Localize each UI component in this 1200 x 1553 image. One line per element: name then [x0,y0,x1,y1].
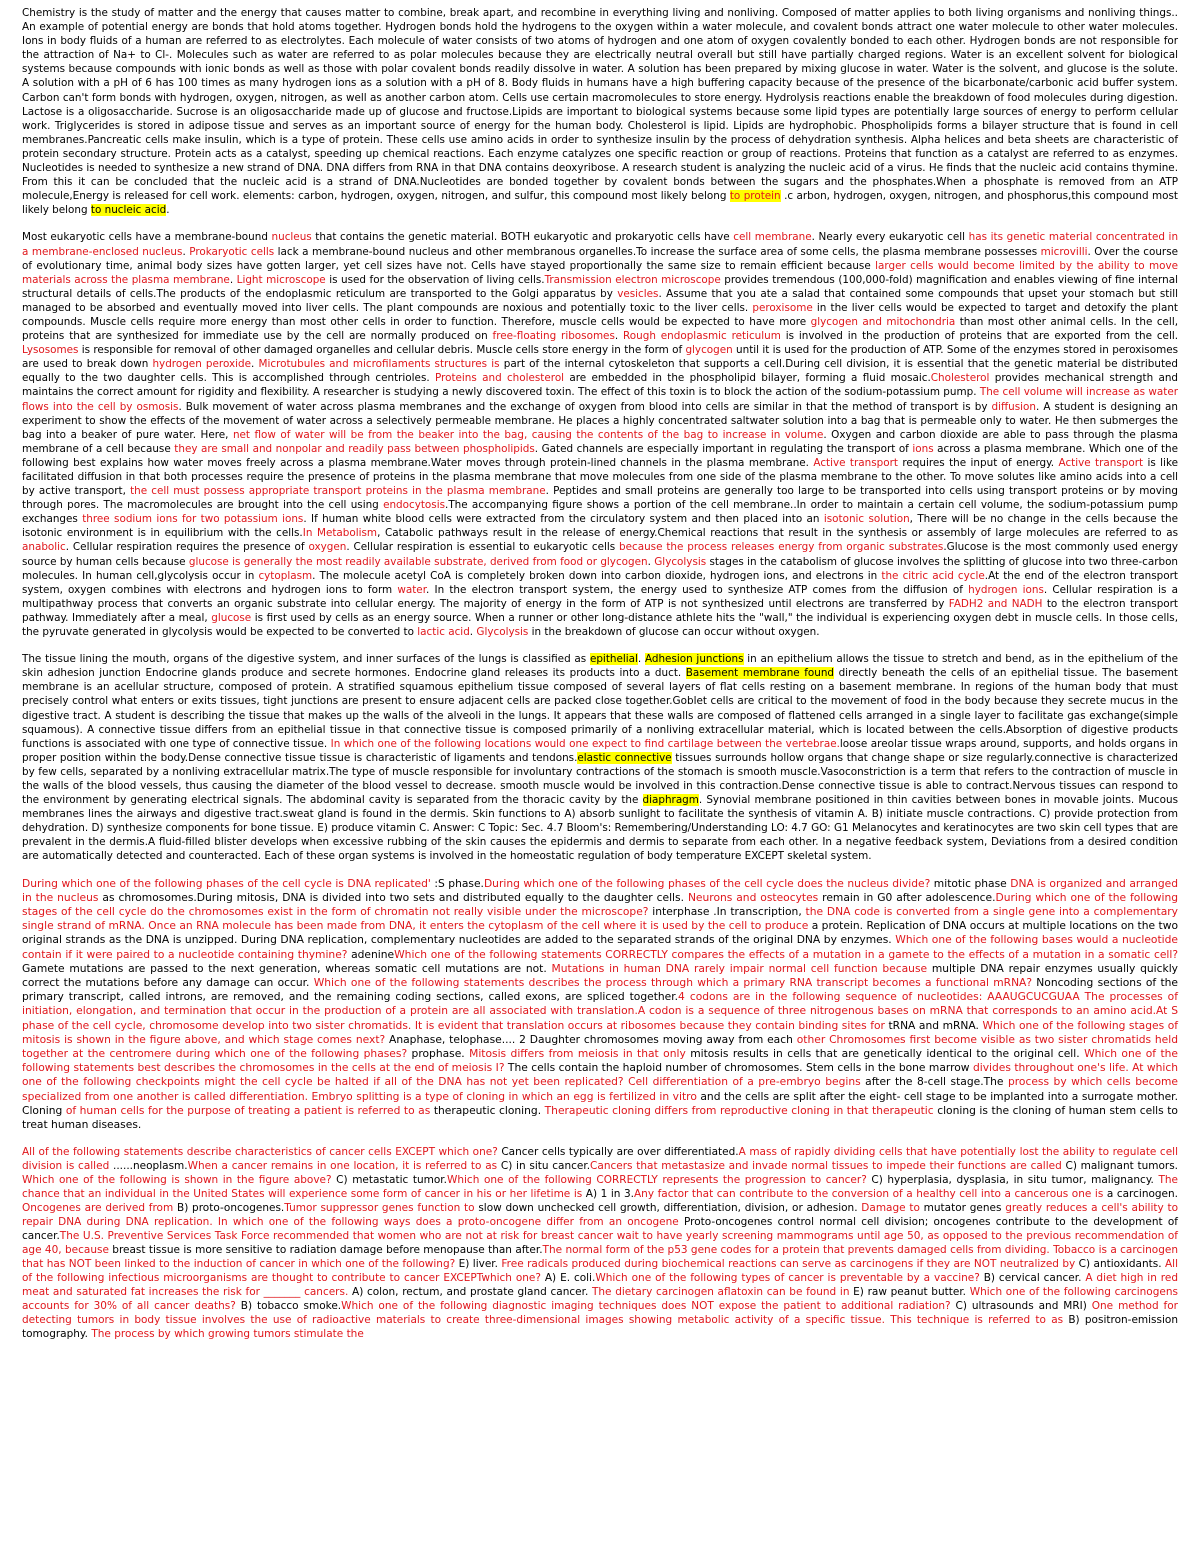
red-text-segment: Which one of the following statements describes the process through which a primary RNA transcript becomes a functional mRNA? [313,975,1033,989]
text-segment: in an epithelium allows the tissue to stretch and bend, as in the epithelium of the skin adhesion junction Endocrine glands produce and secrete hormones. Endocrine gland releases its products into a duct. [22,653,1178,680]
text-segment: . Bulk movement of water across plasma membranes and the exchange of oxygen from blood into cells are similar in that the method of transport is by [178,400,992,413]
text-segment: across a plasma membrane. Which one of the following best explains how water moves freely across a plasma membrane.Water moves through protein-lined channels in the plasma membrane. [22,442,1178,469]
red-text-segment: Which one of the following stages of mitosis is shown in the figure above, and which stage comes next? [22,1018,1178,1046]
red-text-segment: A diet high in red meat and saturated fat increases the risk for _______ cancers. [22,1272,1178,1299]
red-text-segment: Which one of the following carcinogens accounts for 30% of all cancer deaths? [22,1286,1178,1313]
text-segment: . [637,653,645,666]
text-segment: is first used by cells as an energy source. When a runner or other long-distance athlete hits the "wall," the individual is experiencing oxygen debt in muscle cells. In those cells, the pyruvate generated in glycolysis would be expected to be converted to [22,611,1178,639]
red-text-segment: hydrogen ions [968,583,1044,596]
red-text-segment: In which one of the following locations would one expect to find cartilage between the vertebrae. [330,737,840,750]
text-segment: therapeutic cloning. [430,1103,545,1117]
text-segment: tRNA and mRNA. [884,1018,983,1032]
text-segment: ......neoplasm. [112,1160,188,1173]
red-text-segment: three sodium ions for two potassium ions [82,513,304,526]
red-text-segment: the cell must possess appropriate transport proteins in the plasma membrane [130,485,546,498]
text-segment: provides mechanical strength and maintains the correct amount for rigidity and flexibility. A researcher is studying a newly discovered toxin. The effect of this toxin is to block the action of the sodium-potassium pump. [22,372,1179,399]
text-segment: . [614,330,624,343]
red-text-segment: Which one of the following bases would a nucleotide contain if it were paired to a nucleotide containing thymine? [22,933,1178,961]
red-text-segment: Transmission electron microscope [544,273,721,286]
red-text-segment: The chance that an individual in the United States will experience some form of cancer in his or her lifetime is [22,1174,1178,1201]
cell-biology-paragraph [22,230,1178,639]
red-text-segment: When a cancer remains in one location, it is referred to as [187,1160,498,1173]
text-segment: :S phase. [434,876,484,890]
red-text-segment: A mass of rapidly dividing cells that have potentially lost the ability to regulate cell division is called [22,1146,1178,1173]
red-text-segment: Microtubules and microfilaments structures is [258,358,500,371]
text-segment: mitosis results in cells that are genetically identical to the original cell. [685,1046,1085,1060]
red-text-segment: Light microscope [236,273,326,286]
text-segment: . In the electron transport system, the energy used to synthesize ATP comes from the diffusion of [426,583,969,596]
red-text-segment: divides throughout one's life. At which one of the following checkpoints might the cell cycle be halted if all of the DNA has not yet been replicated? [22,1061,1178,1089]
text-segment: directly beneath the cells of an epithelial tissue. The basement membrane is an acellular structure, composed of protein. A stratified squamous epithelium tissue composed of several layers of flat cells resting on a basement membrane. In regions of the human body that must precisely control what enters or exits tissues, tight junctions are present to ensure adjacent cells are packed close together.Goblet cells are critical to the movement of food in the body because they secrete mucus in the digestive tract. A student is describing the tissue that makes up the walls of the alveoli in the lungs. It appears that these walls are composed of flattened cells arranged in a single layer to facilitate gas exchange(simple squamous). A connective tissue differs from an epithelial tissue in that connective tissue is composed primarily of a nonliving extracellular material, which is located between the cells.Absorption of digestive products functions is associated with one type of connective tissue. [22,667,1178,750]
red-text-segment: Mitosis differs from meiosis in that only [469,1046,686,1060]
red-text-segment: Glycolysis [476,626,529,639]
text-segment: C) ultrasounds and MRI) [955,1300,1092,1313]
red-text-segment: Active transport [1058,456,1144,469]
red-text-segment: Active transport [813,456,898,469]
text-segment: . Cellular respiration is a multipathway process that converts an organic substrate into cellular energy. The majority of energy in the form of ATP is not synthesized until electrons are transferred by [22,583,1178,610]
red-text-segment: because the process releases energy from organic substrates [619,541,944,554]
red-text-segment: Which one of the following is shown in the figure above? [22,1174,332,1187]
red-text-segment: Therapeutic cloning differs from reproductive cloning in that therapeutic [544,1103,934,1117]
text-segment: remain in G0 after adolescence. [818,890,996,904]
red-text-segment: ions [912,442,934,455]
text-segment: loose areolar tissue wraps around, supports, and holds organs in proper position within the body.Dense connective tissue tissue is characteristic of ligaments and tendons. [22,737,1178,764]
text-segment: as chromosomes.During mitosis, DNA is divided into two sets and distributed equally to the daughter cells. [98,890,688,904]
text-segment: Most eukaryotic cells have a membrane-bound [22,231,272,244]
text-segment: a carcinogen. [1106,1188,1179,1201]
text-segment: breast tissue is more sensitive to radiation damage before menopause than after. [108,1244,543,1257]
red-text-segment: Lysosomes [22,344,79,357]
text-segment: . The molecule acetyl CoA is completely broken down into carbon dioxide, hydrogen ions, and electrons in [312,569,882,582]
text-segment: Noncoding sections of the primary transcript, called introns, are removed, and the remaining coding sections, called exons, are spliced together. [22,975,1178,1004]
red-text-segment: has its genetic material concentrated in a membrane-enclosed nucleus [22,231,1179,258]
text-segment: slow down unchecked cell growth, differentiation, division, or adhesion. [474,1202,862,1215]
red-text-segment: cytoplasm [258,569,313,582]
tissues-paragraph [22,652,1178,863]
text-segment: Chemistry is the study of matter and the energy that causes matter to combine, break apart, and recombine in everything living and nonliving. Composed of matter applies to both living organisms and nonliving things.. An example of potential energy are bonds that hold atoms together. Hydrogen bonds hold the hydrogens to the oxygen within a water molecule, and covalent bonds attract one water molecule to other water molecules. Ions in body fluids of a human are referred to as electrolytes. Each molecule of water consists of two atoms of hydrogen and one atom of oxygen covalently bonded to each other. Hydrogen bonds are not responsible for the attraction of Na+ to Cl-. Molecules such as water are referred to as polar molecules because they are electrically neutral overall but still have partially charged regions. Water is an excellent solvent for biological systems because compounds with ionic bonds as well as those with polar covalent bonds readily dissolve in water. A solution has been prepared by mixing glucose in water. Water is the solvent, and glucose is the solute. A solution with a pH of 6 has 100 times as many hydrogen ions as a solution with a pH of 8. Body fluids in humans have a high buffering capacity because of the presence of the bicarbonate/carbonic acid buffer system. Carbon can't form bonds with hydrogen, oxygen, nitrogen, as well as another carbon atom. Cells use certain macromolecules to store energy. Hydrolysis reactions enable the breakdown of food molecules during digestion. Lactose is a oligosaccharide. Sucrose is an oligosaccharide made up of glucose and fructose.Lipids are important to biological systems because some lipid types are potentially large sources of energy to perform cellular work. Triglycerides is stored in adipose tissue and serves as an important source of energy for the human body. Cholesterol is lipid. Lipids are hydrophobic. Phospholipids forms a bilayer structure that is found in cell membranes.Pancreatic cells make insulin, which is a type of protein. These cells use amino acids in order to synthesize insulin by the process of dehydration synthesis. Alpha helices and beta sheets are characteristic of protein secondary structure. Protein acts as a catalyst, speeding up chemical reactions. Each enzyme catalyzes one specific reaction or group of reactions. Proteins that function as a catalyst are referred to as enzymes. Nucleotides is needed to synthesize a new strand of DNA. DNA differs from RNA in that DNA contains deoxyribose. A research student is analyzing the nucleic acid of a virus. He finds that the nucleic acid contains thymine. From this it can be concluded that the nucleic acid is a strand of DNA.Nucleotides are bonded together by covalent bonds between the sugars and the phosphates.When a phosphate is removed from an ATP molecule,Energy is released for cell work. elements: carbon, hydrogen, oxygen, nitrogen, and sulfur, this compound most likely belong [22,7,1178,203]
text-segment: A) 1 in 3. [582,1188,634,1201]
text-segment: . [182,245,190,258]
text-segment: .The accompanying figure shows a portion of the cell membrane..In order to maintain a certain cell volume, the sodium-potassium pump exchanges [22,499,1178,526]
text-segment: E) raw peanut butter. [853,1286,970,1299]
text-segment: . Peptides and small proteins are generally too large to be transported into cells using transport proteins or by moving through pores. The macromolecules are brought into the cell using [22,485,1178,512]
red-text-segment: During which one of the following phases of the cell cycle does the nucleus divide? [483,876,931,890]
highlighted-text-segment: epithelial [589,653,638,666]
red-text-segment: larger cells would become limited by the ability to move materials across the plasma membrane [22,259,1178,286]
red-text-segment: During which one of the following stages of the cell cycle do the chromosomes exist in the form of chromatin not really visible under the microscope? [22,890,1179,918]
highlighted-text-segment: elastic connective [577,751,672,764]
red-text-segment: The U.S. Preventive Services Task Force recommended that women who are not at risk for breast cancer wait to have yearly screening mammograms until age 50, as opposed to the previous recommendation of age 40, because [22,1230,1178,1257]
red-text-segment: Which one of the following types of cancer is preventable by a vaccine? [595,1272,980,1285]
text-segment: E) liver. [455,1258,502,1271]
red-text-segment: peroxisome [752,301,813,314]
text-segment: . If human white blood cells were extracted from the circulatory system and then placed into an [303,513,824,526]
text-segment: is used for the observation of living cells. [325,273,545,286]
text-segment: than most other animal cells. In the cell, proteins that are synthesized for immediate use by the cell are normally produced on [22,315,1179,343]
red-text-segment: they are small and nonpolar and readily pass between phospholipids [174,442,535,455]
text-segment: is responsible for removal of other damaged organelles and cellular debris. Muscle cells store energy in the form of [78,344,686,357]
text-segment: Proto-oncogenes control normal cell division; oncogenes contribute to the development of cancer. [22,1216,1178,1243]
text-segment: adenine [347,947,395,961]
red-text-segment: The process by which growing tumors stimulate the [91,1328,364,1341]
red-text-segment: greatly reduces a cell's ability to repair DNA during DNA replication. In which one of the following ways does a proto-oncogene differ from an oncogene [22,1202,1179,1229]
text-segment: lack a membrane-bound nucleus and other membranous organelles.To increase the surface area of some cells, the plasma membrane possesses [274,245,1041,258]
red-text-segment: Proteins and cholesterol [434,372,565,385]
red-text-segment: Free radicals produced during biochemical reactions can serve as carcinogens if they are NOT neutralized by [501,1258,1076,1271]
highlighted-text-segment: to protein [729,190,781,203]
text-segment: in the breakdown of glucose can occur without oxygen. [528,626,820,639]
text-segment: is like facilitated diffusion in that both processes require the presence of proteins in the plasma membrane that move molecules from one side of the plasma membrane to the other. To move solutes like amino acids into a cell by active transport, [22,456,1178,498]
text-segment: to the electron transport pathway. Immediately after a meal, [22,597,1178,624]
red-text-segment: DNA is organized and arranged in the nucleus [22,876,1178,904]
red-text-segment: diffusion [991,400,1036,413]
text-segment: . [229,273,237,286]
text-segment: mutator genes [919,1202,1006,1215]
red-text-segment: Rough endoplasmic reticulum [623,330,781,343]
text-segment: . Nearly every eukaryotic cell [811,231,969,244]
red-text-segment: hydrogen peroxide [152,358,252,371]
red-text-segment: microvilli [1040,245,1088,258]
text-segment: provides tremendous (100,000-fold) magnification and enables viewing of fine internal structural details of cells.The products of the endoplasmic reticulum are transported to the Golgi apparatus by [22,273,1178,300]
text-segment: prophase. [407,1046,470,1060]
highlighted-text-segment: to nucleic acid [90,204,167,217]
red-text-segment: free-floating ribosomes [492,330,615,343]
red-text-segment: Prokaryotic cells [189,245,275,258]
red-text-segment: glucose is generally the most readily available substrate, derived from food or glycogen [188,555,648,568]
text-segment: multiple DNA repair enzymes usually quickly correct the mutations before any damage can occur. [22,961,1178,989]
highlighted-text-segment: Basement membrane found [685,667,835,680]
text-segment: . Gated channels are especially important in regulating the transport of [534,442,913,455]
red-text-segment: Mutations in human DNA rarely impair normal cell function because [551,961,928,975]
text-segment: C) metastatic tumor. [331,1174,447,1187]
text-segment: interphase .In transcription, [648,904,806,918]
red-text-segment: Oncogenes are derived from [22,1202,177,1215]
text-segment: The tissue lining the mouth, organs of the digestive system, and inner surfaces of the lungs is classified as [22,653,590,666]
red-text-segment: the DNA code is converted from a single gene into a complementary single strand of mRNA. Once an RNA molecule has been made from DNA, it enters the cytoplasm of the cell where it is used by the cell to produce [22,904,1178,933]
text-segment: part of the internal cytoskeleton that supports a cell.During cell division, it is essential that the genetic material be distributed equally to the two daughter cells. This is accomplished through centrioles. [22,358,1179,385]
red-text-segment: The normal form of the p53 gene codes for a protein that prevents damaged cells from dividing. Tobacco is a carcinogen that has NOT been linked to the induction of cancer in which one of the following? [22,1244,1178,1271]
text-segment: .At the end of the electron transport system, oxygen combines with electrons and hydrogen ions to form [22,569,1178,596]
text-segment: a protein. Replication of DNA occurs at multiple locations on the two original strands as the DNA is unzipped. During DNA replication, complementary nucleotides are added to the separated strands of the original DNA by enzymes. [22,919,1178,947]
red-text-segment: lactic acid [417,626,470,639]
text-segment: C) malignant tumors. [1061,1160,1179,1173]
text-segment: requires the input of energy. [897,456,1059,469]
text-segment: B) positron-emission tomography. [22,1314,1178,1341]
text-segment: after the 8-cell stage.The [860,1075,1008,1089]
red-text-segment: Glycolysis [654,555,707,568]
text-segment: . Over the course of evolutionary time, animal body sizes have gotten larger, yet cell sizes have not. Cells have stayed proportionally the same size to remain efficient because [22,245,1179,272]
text-segment: cloning is the cloning of human stem cells to treat human diseases. [22,1103,1178,1131]
red-text-segment: water [397,583,427,596]
text-segment: B) tobacco smoke. [235,1300,342,1313]
text-segment: The cells contain the haploid number of chromosomes. Stem cells in the bone marrow [504,1061,973,1075]
red-text-segment: One method for detecting tumors in body tissue involves the use of radioactive materials to create three-dimensional images showing metabolic activity of a specific tissue. This technique is referred to as [22,1300,1178,1327]
text-segment: stages in the catabolism of glucose involves the splitting of glucose into two three-carbon molecules. In human cell,glycolysis occur in [22,555,1179,582]
red-text-segment: All of the following infectious microorganisms are thought to contribute to cancer EXCEPTwhich one? [22,1258,1179,1285]
text-segment: B) proto-oncogenes. [176,1202,285,1215]
text-segment: and the cells are split after the eight- cell stage to be implanted into a surrogate mother. Cloning [22,1089,1178,1117]
cancer-paragraph [22,1145,1178,1341]
text-segment: that contains the genetic material. BOTH eukaryotic and prokaryotic cells have [311,231,734,244]
red-text-segment: Any factor that can contribute to the conversion of a healthy cell into a cancerous one is [633,1188,1107,1201]
red-text-segment: the citric acid cycle [881,569,985,582]
red-text-segment: Damage to [861,1202,920,1215]
text-segment: B) cervical cancer. [979,1272,1086,1285]
chemistry-paragraph [22,6,1178,217]
text-segment: , Catabolic pathways result in the release of energy.Chemical reactions that result in the synthesis or assembly of large molecules are referred to as [377,527,1179,540]
text-segment: C) hyperplasia, dysplasia, in situ tumor, malignancy. [866,1174,1159,1187]
text-segment: tissues surrounds hollow organs that change shape or size regularly.connective is characterized by few cells, separated by a nonliving extracellular matrix.The type of muscle responsible for involuntary contractions of the stomach is smooth muscle.Vasoconstriction is a term that refers to the contraction of muscle in the walls of the blood vessels, thus causing the diameter of the blood vessel to decrease. smooth muscle would be involved in this contraction.Dense connective tissue is able to contract.Nervous tissues can respond to the environment by generating electrical signals. The abdominal cavity is separated from the thoracic cavity by the [22,751,1179,807]
red-text-segment: Cell differentiation of a pre-embryo begins [628,1075,861,1089]
red-text-segment: oxygen [308,541,347,554]
text-segment: , There will be no change in the cells because the isotonic environment is in equilibrium with the cells. [22,513,1178,540]
text-segment: . Cellular respiration requires the presence of [65,541,309,554]
text-segment: Gamete mutations are passed to the next generation, whereas somatic cell mutations are not. [22,961,552,975]
text-segment: . Cellular respiration is essential to eukaryotic cells [346,541,620,554]
text-segment: Cancer cells typically are over differentiated. [497,1146,739,1159]
cell-cycle-paragraph [22,877,1178,1133]
text-segment: . [469,626,477,639]
text-segment: until it is used for the production of ATP. Some of the enzymes stored in peroxisomes are used to break down [22,344,1178,371]
red-text-segment: Cancers that metastasize and invade normal tissues to impede their functions are called [590,1160,1062,1173]
red-text-segment: Neurons and osteocytes [687,890,819,904]
red-text-segment: vesicles [617,287,659,300]
red-text-segment: The dietary carcinogen aflatoxin can be found in [591,1286,854,1299]
red-text-segment: glucose [211,611,252,624]
red-text-segment: net flow of water will be from the beaker into the bag, causing the contents of the bag to increase in volume [232,428,824,441]
red-text-segment: During which one of the following phases of the cell cycle is DNA replicated' [22,876,435,890]
highlighted-text-segment: Adhesion junctions [644,653,744,666]
red-text-segment: Cholesterol [930,372,990,385]
text-segment: Anaphase, telophase.... 2 Daughter chromosomes moving away from each [385,1032,797,1046]
text-segment: .Glucose is the most commonly used energy source by human cells because [22,541,1179,568]
red-text-segment: anabolic [22,541,66,554]
red-text-segment: All of the following statements describe characteristics of cancer cells EXCEPT which one? [22,1146,498,1159]
text-segment: are embedded in the phospholipid bilayer, forming a fluid mosaic. [564,372,931,385]
red-text-segment: Which one of the following statements CORRECTLY compares the effects of a mutation in a gamete to the effects of a mutation in a somatic cell? [394,947,1179,961]
red-text-segment: Which one of the following statements best describes the chromosomes in the cells at the end of meiosis I? [22,1046,1178,1075]
text-segment: A) E. coli. [540,1272,596,1285]
red-text-segment: nucleus [271,231,312,244]
text-segment: is involved in the production of proteins that are exported from the cell. [780,330,1179,343]
text-segment: C) antioxidants. [1075,1258,1165,1271]
highlighted-text-segment: diaphragm [642,794,699,807]
red-text-segment: of human cells for the purpose of treating a patient is referred to as [65,1103,431,1117]
text-segment: . [251,358,259,371]
text-segment: C) in situ cancer. [497,1160,591,1173]
text-segment: in the liver cells would be expected to target and detoxify the plant compounds. Muscle cells require more energy than most other cells in order to function. Therefore, muscle cells would be expected to have more [22,301,1178,328]
red-text-segment: The cell volume will increase as water flows into the cell by osmosis [22,386,1178,413]
text-segment: . [647,555,655,568]
red-text-segment: process by which cells become specialized from one another is called differentiation. Embryo splitting is a type of cloning in which an egg is fertilized in vitro [22,1075,1178,1103]
red-text-segment: 4 codons are in the following sequence of nucleotides: AAAUGCUCGUAA The processes of initiation, elongation, and termination that occur in the production of a protein are all associated with translation.A codon is a sequence of three nitrogenous bases on mRNA that corresponds to an amino acid.At S phase of the cell cycle, chromosome develop into two sister chromatids. It is evident that translation occurs at ribosomes because they contain binding sites for [22,990,1178,1032]
red-text-segment: Which one of the following diagnostic imaging techniques does NOT expose the patient to additional radiation? [341,1300,956,1313]
red-text-segment: isotonic solution [823,513,910,526]
text-segment: mitotic phase [930,876,1011,890]
red-text-segment: other Chromosomes first become visible as two sister chromatids held together at the centromere during which one of the following phases? [22,1032,1178,1060]
text-segment: .c arbon, hydrogen, oxygen, nitrogen, and phosphorus,this compound most likely belong [22,190,1178,217]
text-segment: A) colon, rectum, and prostate gland cancer. [348,1286,592,1299]
red-text-segment: FADH2 and NADH [948,597,1043,610]
text-segment: . A student is designing an experiment to show the effects of the movement of water across a selectively permeable membrane. He places a highly concentrated saltwater solution into a bag that is permeable only to water. He then submerges the bag into a beaker of pure water. Here, [22,400,1179,441]
red-text-segment: glycogen [685,344,733,357]
text-segment: . Assume that you ate a salad that contained some compounds that upset your stomach but still managed to be absorbed and eventually moved into liver cells. The plant compounds are noxious and potentially toxic to the liver cells. [22,287,1178,314]
red-text-segment: endocytosis [383,499,446,512]
red-text-segment: glycogen and mitochondria [810,315,956,328]
text-segment: . Synovial membrane positioned in thin cavities between bones in movable joints. Mucous membranes lines the airways and digestive tract.sweat gland is found in the dermis. Skin functions to A) absorb sunlight to facilitate the synthesis of vitamin A. B) initiate muscle contractions. C) provide protection from dehydration. D) synthesize components for bone tissue. E) produce vitamin C. Answer: C Topic: Sec. 4.7 Bloom's: Remembering/Understanding LO: 4.7 GO: G1 Melanocytes and keratinocytes are two skin cell types that are prevalent in the dermis.A fluid-filled blister develops when excessive rubbing of the skin causes the epidermis and dermis to separate from each other. In a negative feedback system, Deviations from a desired condition are automatically detected and counteracted. Each of these organ systems is involved in the homeostatic regulation of body temperature EXCEPT skeletal system. [22,794,1178,863]
text-segment: . [166,204,170,217]
red-text-segment: In Metabolism [302,527,378,540]
text-segment: . Oxygen and carbon dioxide are able to pass through the plasma membrane of a cell because [22,428,1178,455]
red-text-segment: Which one of the following CORRECTLY represents the progression to cancer? [446,1174,867,1187]
red-text-segment: Tumor suppressor genes function to [284,1202,475,1215]
red-text-segment: cell membrane [733,231,812,244]
